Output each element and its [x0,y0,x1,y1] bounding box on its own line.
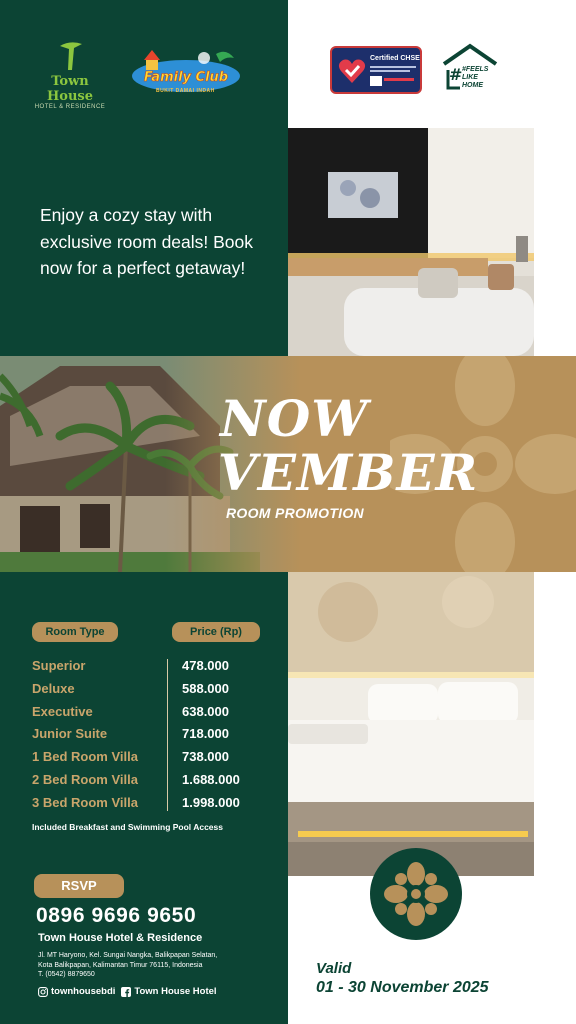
price-header: Price (Rp) [172,622,260,642]
room-type-cell: Executive [32,703,93,719]
facebook-icon [121,987,131,997]
intro-text: Enjoy a cozy stay with exclusive room deals! Book now for a perfect getaway! [40,205,254,278]
chse-title: Certified CHSE [370,55,420,62]
address-line: Jl. MT Haryono, Kel. Sungai Nangka, Balikpapan Selatan, [38,952,218,959]
price-list [182,656,272,816]
townhouse-logo-sub: HOTEL & RESIDENCE [34,104,106,110]
phone-number[interactable]: 0896 9696 9650 [36,904,197,927]
address-phone: T. (0542) 8879650 [38,971,95,978]
bedroom-photo [288,572,534,876]
room-type-cell: Junior Suite [32,726,108,742]
facebook-page[interactable]: Town House Hotel [134,986,217,997]
room-type-cell: 3 Bed Room Villa [32,794,138,810]
chse-details-icon [370,66,418,88]
room-type-list [32,656,172,816]
family-club-sub: BUKIT DAMAI INDAH [156,88,215,94]
instagram-handle[interactable]: townhousebdi [51,986,116,997]
room-type-header: Room Type [32,622,118,642]
address [38,951,278,980]
price-cell: 1.998.000 [182,794,240,810]
living-room-image [288,128,534,356]
valid-label: Valid [316,960,352,977]
price-cell: 718.000 [182,726,229,742]
banner-subtitle: ROOM PROMOTION [226,505,364,521]
chse-badge [330,46,422,94]
ornament-circle [370,848,462,940]
feels-like-home-badge [440,42,500,92]
valid-dates: 01 - 30 November 2025 [316,979,489,996]
price-cell: 638.000 [182,703,229,719]
room-type-cell: Deluxe [32,680,75,696]
price-cell: 588.000 [182,680,229,696]
room-type-cell: 1 Bed Room Villa [32,749,138,765]
feels-like-home-text: #FEELS LIKE HOME [462,66,489,89]
inclusion-note: Included Breakfast and Swimming Pool Access [32,822,223,832]
table-divider [167,659,168,811]
social-links [38,986,217,997]
hotel-name: Town House Hotel & Residence [38,932,203,944]
price-cell: 1.688.000 [182,771,240,787]
room-type-cell: Superior [32,658,86,673]
bedroom-image [288,572,534,876]
address-line: Kota Balikpapan, Kalimantan Timur 76115, Indonesia [38,961,203,969]
living-room-photo [288,128,534,356]
townhouse-mark-icon [56,40,84,72]
townhouse-logo [30,40,110,110]
svg-text:#: # [449,65,463,84]
family-club-logo [130,46,242,98]
price-cell: 738.000 [182,749,229,765]
room-type-cell: 2 Bed Room Villa [32,771,138,787]
banner-title-vember: VEMBER [218,443,479,502]
townhouse-logo-name: Town House [47,74,93,104]
flower-ornament-icon [370,848,462,940]
banner-title-now: NOW [220,389,369,448]
heart-check-icon [337,56,367,86]
price-cell: 478.000 [182,658,229,673]
rsvp-label: RSVP [34,874,124,898]
family-club-name: Family Club [143,70,229,85]
instagram-icon [38,987,48,997]
